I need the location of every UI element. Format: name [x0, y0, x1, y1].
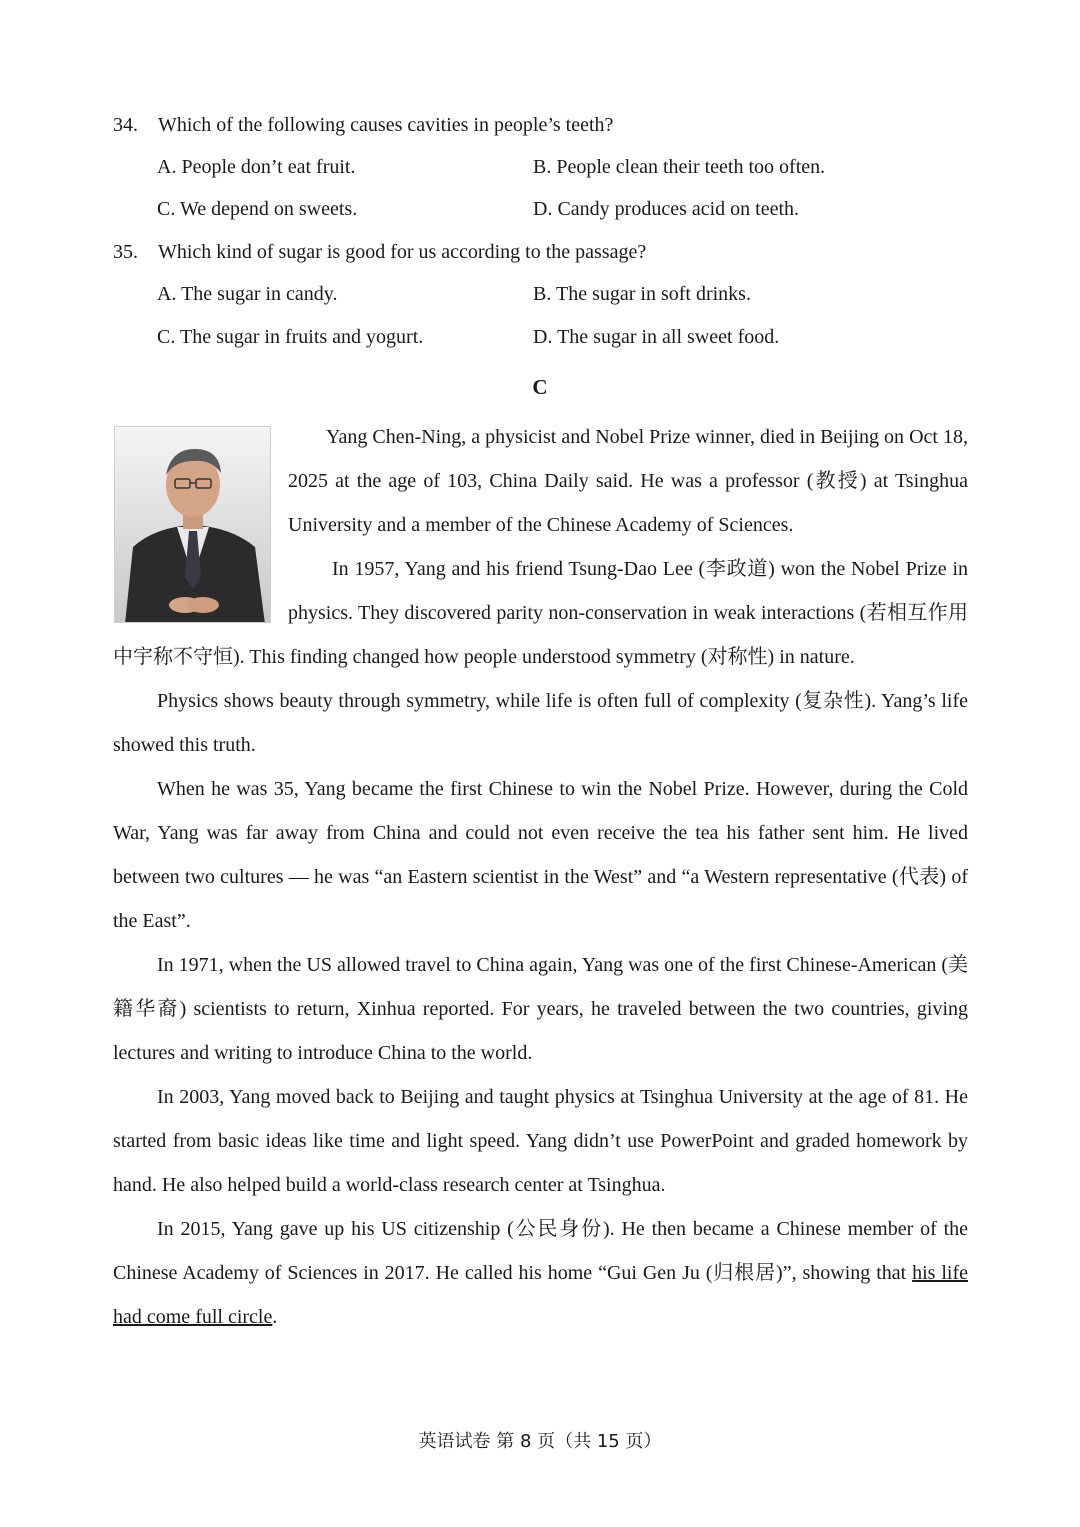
option-35-b: B. The sugar in soft drinks.: [533, 283, 751, 305]
question-35: [113, 239, 646, 265]
paragraph-5: In 1971, when the US allowed travel to China again, Yang was one of the first Chinese-American (美籍华裔) scientists to return, Xinhua reported. For years, he traveled between the two countries, giving lectures and writing to introduce China to the world.: [113, 954, 968, 1064]
option-34-d: D. Candy produces acid on teeth.: [533, 198, 800, 220]
page-footer: 英语试卷 第 8 页（共 15 页）: [418, 1431, 662, 1452]
question-text: Which kind of sugar is good for us according to the passage?: [158, 241, 647, 263]
underlined-phrase: his life had come full circle: [113, 1262, 968, 1328]
section-title: C: [532, 375, 548, 399]
question-text: Which of the following causes cavities in people’s teeth?: [158, 114, 614, 136]
option-35-a: A. The sugar in candy.: [157, 283, 338, 305]
option-34-b: B. People clean their teeth too often.: [533, 156, 826, 178]
option-35-c: C. The sugar in fruits and yogurt.: [157, 326, 424, 348]
question-34: [113, 112, 613, 138]
paragraph-7: [113, 1207, 968, 1339]
paragraph-7-end: .: [272, 1306, 278, 1328]
paragraph-3: Physics shows beauty through symmetry, while life is often full of complexity (复杂性). Yang’s life showed this truth.: [113, 690, 968, 756]
option-34-a: A. People don’t eat fruit.: [157, 156, 356, 178]
paragraph-2: In 1957, Yang and his friend Tsung-Dao Lee (李政道) won the Nobel Prize in physics. They discovered parity non-conservation in weak interactions (若相互作用中宇称不守恒). This finding changed how people understood symmetry (对称性) in nature.: [113, 558, 968, 668]
paragraph-1: Yang Chen-Ning, a physicist and Nobel Prize winner, died in Beijing on Oct 18, 2025 at the age of 103, China Daily said. He was a professor (教授) at Tsinghua University and a member of the Chinese Academy of Sciences.: [288, 426, 968, 536]
paragraph-7-text: In 2015, Yang gave up his US citizenship (公民身份). He then became a Chinese member of the Chinese Academy of Sciences in 2017. He called his home “Gui Gen Ju (归根居)”, showing that: [113, 1218, 968, 1284]
paragraph-6: In 2003, Yang moved back to Beijing and taught physics at Tsinghua University at the age of 81. He started from basic ideas like time and light speed. Yang didn’t use PowerPoint and graded homework by hand. He also helped build a world-class research center at Tsinghua.: [113, 1086, 968, 1196]
option-35-d: D. The sugar in all sweet food.: [533, 326, 780, 348]
option-34-c: C. We depend on sweets.: [157, 198, 358, 220]
paragraph-4: When he was 35, Yang became the first Chinese to win the Nobel Prize. However, during the Cold War, Yang was far away from China and could not even receive the tea his father sent him. He lived between two cultures — he was “an Eastern scientist in the West” and “a Western representative (代表) of the East”.: [113, 778, 968, 932]
question-number: 35.: [113, 241, 138, 263]
question-number: 34.: [113, 114, 138, 136]
photo-spacer: [113, 415, 288, 635]
reading-passage-c: [113, 415, 968, 1339]
